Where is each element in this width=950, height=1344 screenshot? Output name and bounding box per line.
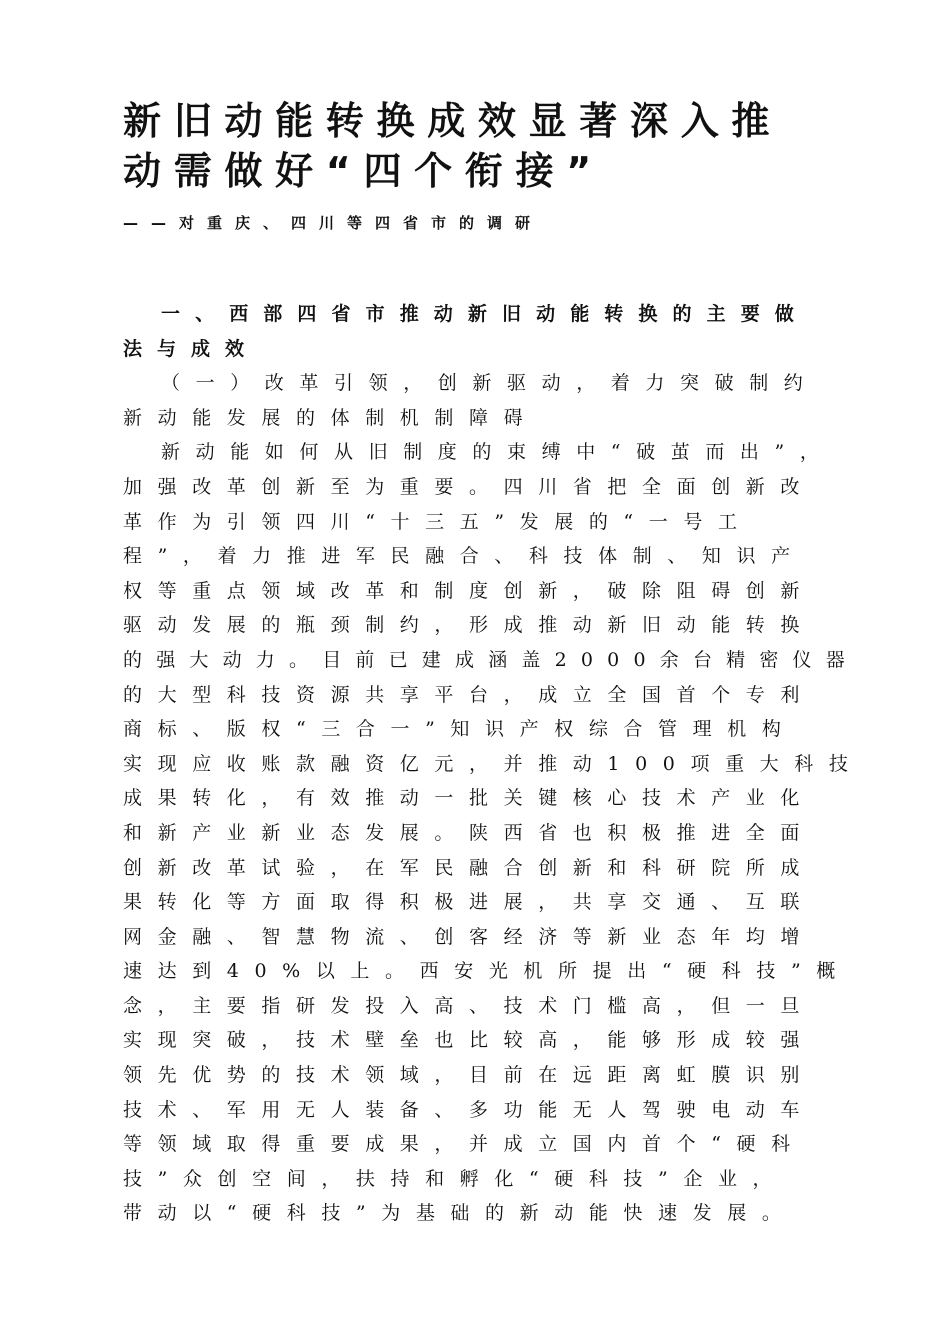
paragraph-line: 程”，着力推进军民融合、科技体制、知识产 (123, 545, 806, 568)
paragraph-line: 等领域取得重要成果，并成立国内首个“硬科 (123, 1133, 806, 1156)
paragraph-line: 念，主要指研发投入高、技术门槛高，但一旦 (123, 994, 816, 1017)
document-body (123, 297, 864, 1231)
paragraph-line: 网金融、智慧物流、创客经济等新业态年均增 (123, 925, 816, 948)
document-subtitle: ——对重庆、四川等四省市的调研 (123, 214, 544, 232)
paragraph-line: 实现突破，技术壁垒也比较高，能够形成较强 (123, 1029, 816, 1052)
paragraph-line: 技”众创空间，扶持和孵化“硬科技”企业， (123, 1167, 788, 1190)
paragraph-line: 驱动发展的瓶颈制约，形成推动新旧动能转换 (123, 614, 816, 637)
subsection-heading-line: （一）改革引领，创新驱动，着力突破制约 (161, 372, 819, 395)
subsection-heading-line: 新动能发展的体制机制障碍 (123, 406, 539, 429)
title-line: 动需做好“四个衔接” (123, 149, 604, 193)
paragraph-line: 新动能如何从旧制度的束缚中“破茧而出”， (161, 441, 835, 464)
document-title (123, 96, 843, 196)
paragraph-line: 和新产业新业态发展。陕西省也积极推进全面 (123, 821, 816, 844)
title-line: 新旧动能转换成效显著深入推 (123, 99, 783, 143)
paragraph-line: 商标、版权“三合一”知识产权综合管理机构 (123, 718, 797, 741)
paragraph-line: 革作为引领四川“十三五”发展的“一号工 (123, 510, 753, 533)
paragraph-line: 的大型科技资源共享平台，成立全国首个专利 (123, 683, 816, 706)
paragraph-line: 实现应收账款融资亿元，并推动100项重大科技 (123, 752, 864, 775)
paragraph-line: 成果转化，有效推动一批关键核心技术产业化 (123, 787, 816, 810)
paragraph-line: 果转化等方面取得积极进展，共享交通、互联 (123, 891, 816, 914)
paragraph-line: 权等重点领域改革和制度创新，破除阻碍创新 (123, 579, 816, 602)
section-heading-line: 法与成效 (123, 337, 260, 360)
section-heading-line: 一、西部四省市推动新旧动能转换的主要做 (161, 303, 809, 325)
paragraph-line: 的强大动力。目前已建成涵盖2000余台精密仪器 (123, 648, 859, 671)
paragraph-line: 带动以“硬科技”为基础的新动能快速发展。 (123, 1202, 797, 1225)
paragraph-line: 技术、军用无人装备、多功能无人驾驶电动车 (123, 1098, 816, 1121)
paragraph-line: 速达到40%以上。西安光机所提出“硬科技”概 (123, 960, 851, 983)
paragraph-line: 创新改革试验，在军民融合创新和科研院所成 (123, 856, 816, 879)
paragraph-line: 加强改革创新至为重要。四川省把全面创新改 (123, 475, 816, 498)
paragraph-line: 领先优势的技术领域，目前在远距离虹膜识别 (123, 1064, 816, 1087)
